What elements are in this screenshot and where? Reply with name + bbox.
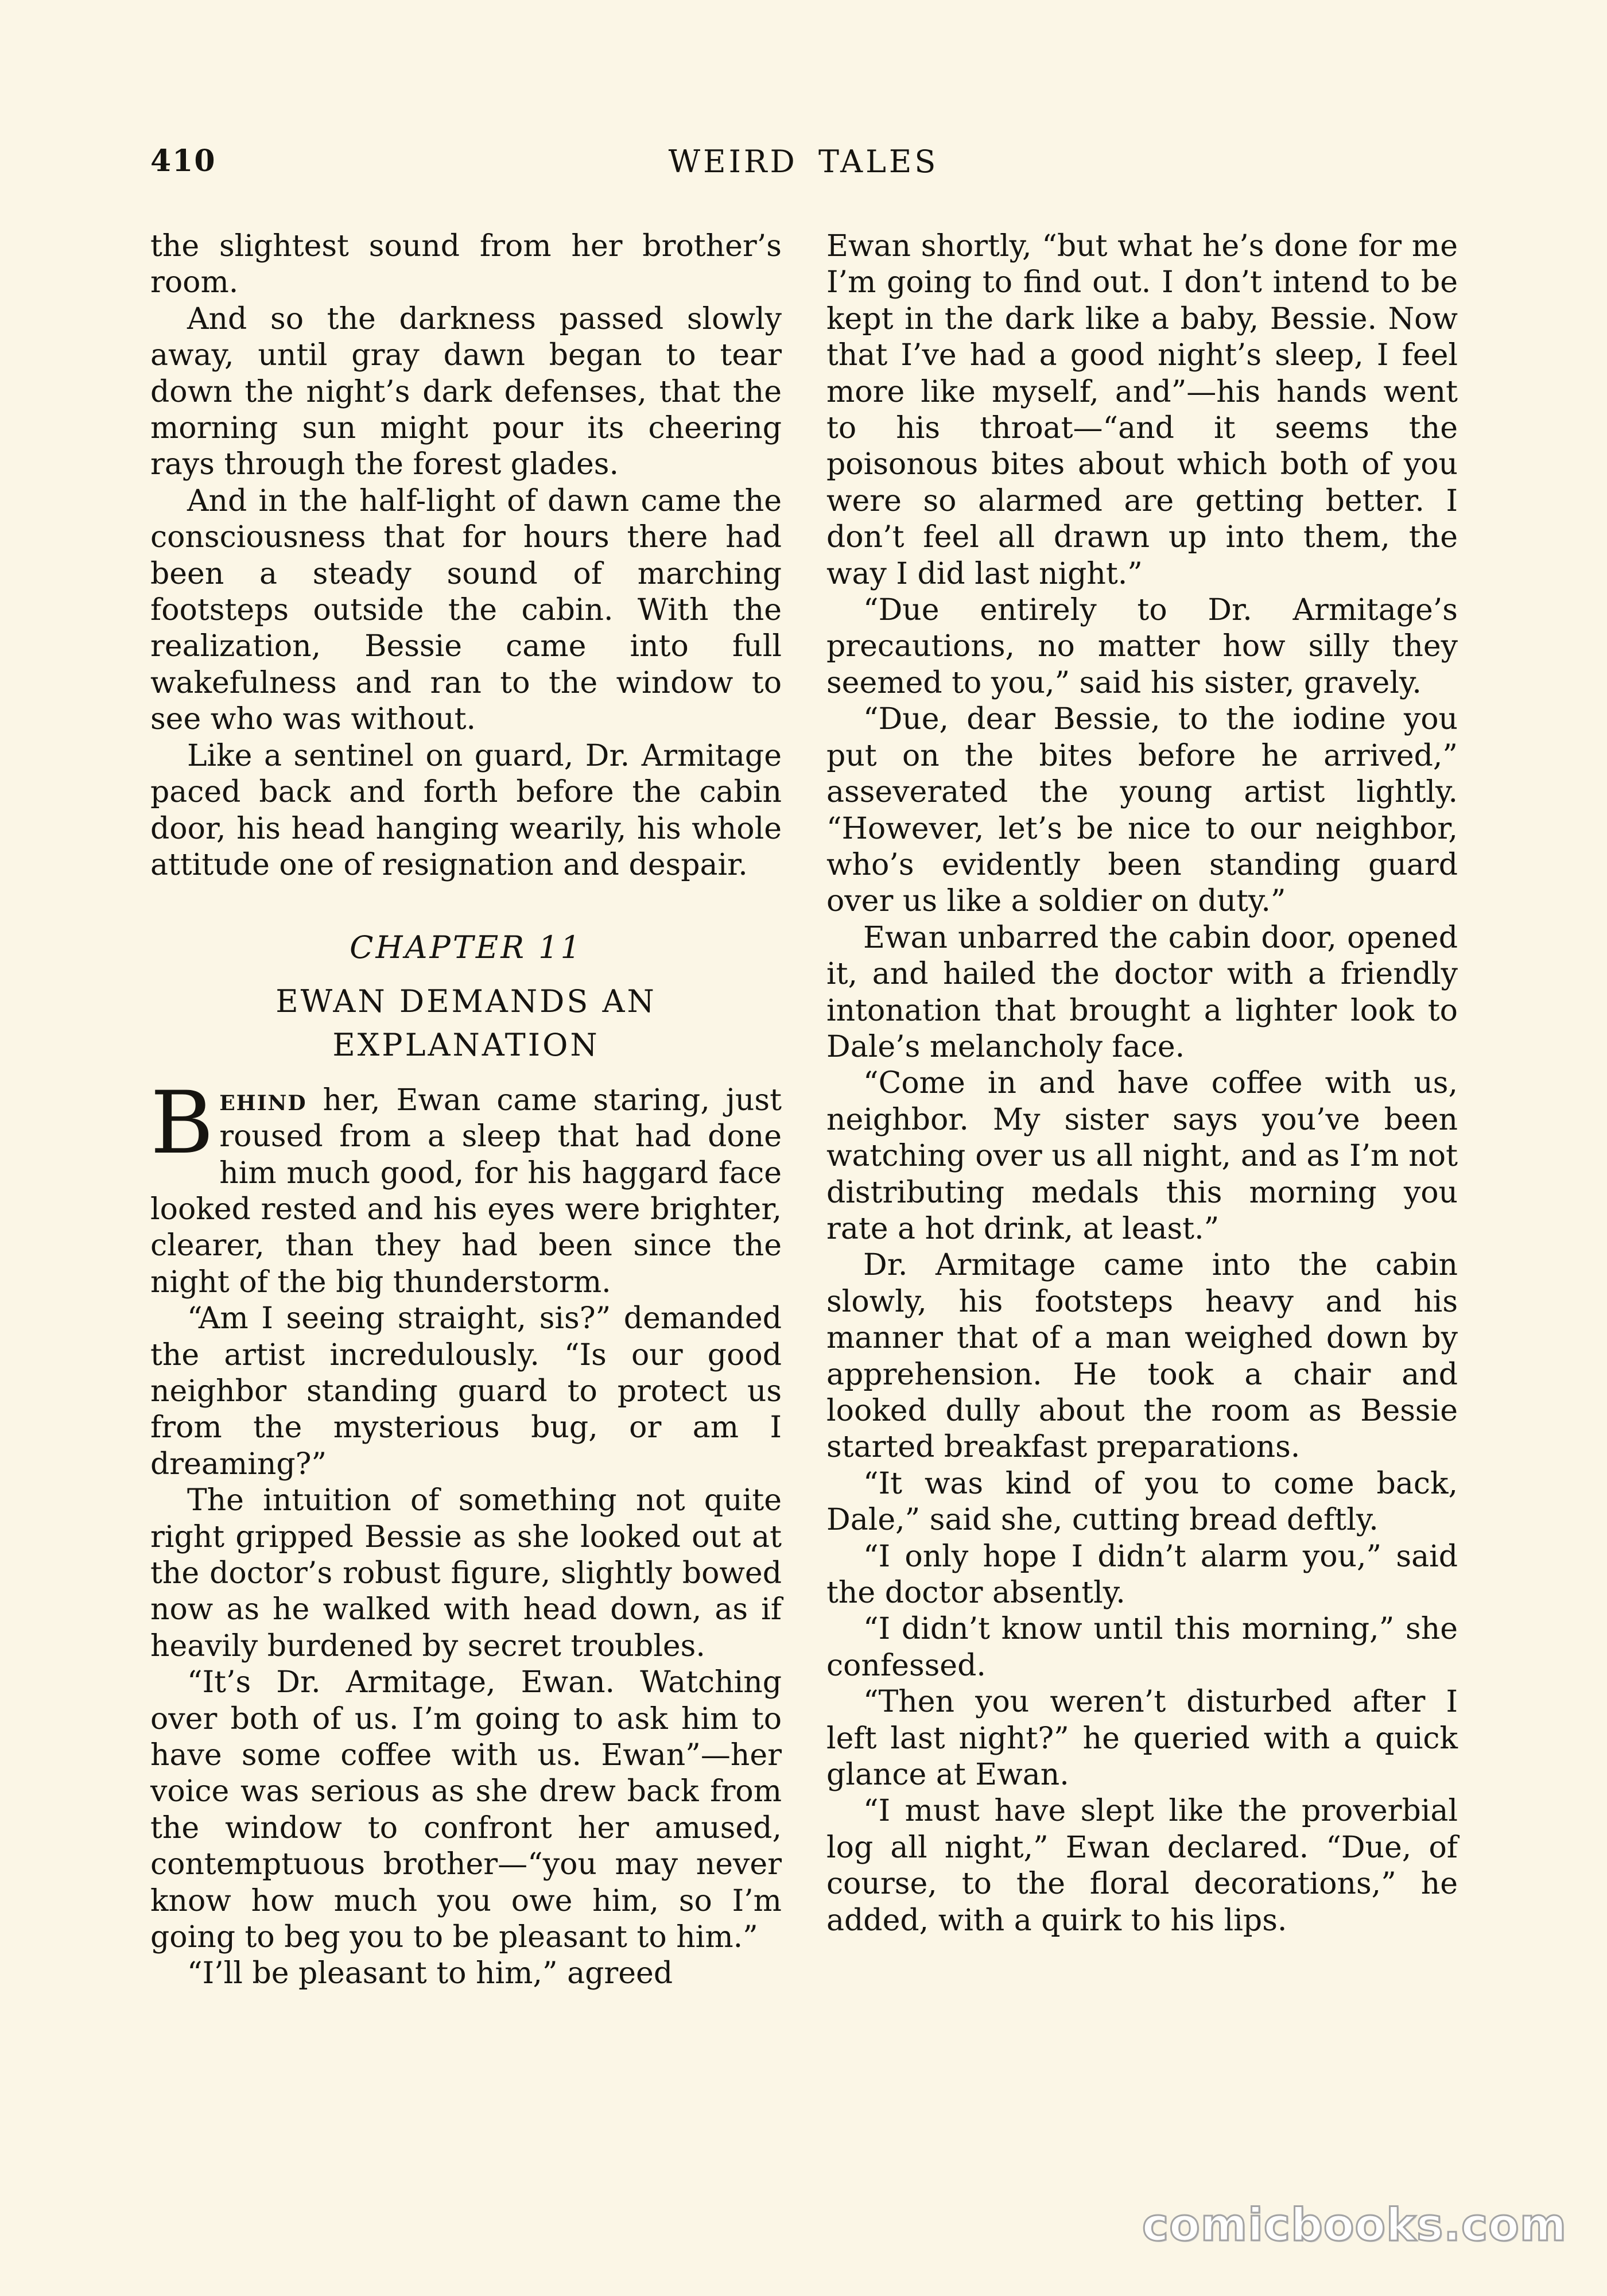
paragraph: “Due entirely to Dr. Armitage’s precautions, no matter how silly they seemed to you,” said his sister, gravely. [826, 593, 1458, 700]
paragraph: Dr. Armitage came into the cabin slowly, his footsteps heavy and his manner that of a man weighed down by apprehension. He took a chair and looked dully about the room as Bessie started breakfast preparations. [826, 1248, 1458, 1465]
chapter-title-line: EXPLANATION [332, 1026, 600, 1063]
paragraph-text: her, Ewan came staring, just roused from a sleep that had done him much good, for his haggard face looked rested and his eyes were brighter, clearer, than they had been since the night of the big thunderstorm. [150, 1083, 782, 1300]
chapter-title-line: EWAN DEMANDS AN [275, 983, 657, 1019]
paragraph: “Am I seeing straight, sis?” demanded the artist incredulously. “Is our good neighbor standing guard to protect us from the mysterious bug, or am I dreaming?” [150, 1301, 782, 1481]
left-column [150, 228, 782, 1992]
magazine-title: WEIRD TALES [668, 144, 939, 180]
paragraph: Ewan unbarred the cabin door, opened it, and hailed the doctor with a friendly intonation that brought a lighter look to Dale’s melancholy face. [826, 920, 1458, 1064]
paragraph: “I didn’t know until this morning,” she confessed. [826, 1612, 1458, 1683]
paragraph: Like a sentinel on guard, Dr. Armitage paced back and forth before the cabin door, his head hanging wearily, his whole attitude one of resignation and despair. [150, 738, 782, 882]
paragraph: And so the darkness passed slowly away, until gray dawn began to tear down the night’s dark defenses, that the morning sun might pour its cheering rays through the forest glades. [150, 301, 782, 482]
chapter-number: CHAPTER 11 [350, 929, 583, 966]
paragraph: “Due, dear Bessie, to the iodine you put on the bites before he arrived,” asseverated the young artist lightly. “However, let’s be nice to our neighbor, who’s evidently been standing guard over us like a soldier on duty.” [826, 702, 1458, 919]
watermark-logo: comicbooks.com [1142, 2200, 1567, 2251]
paragraph: “It was kind of you to come back, Dale,” said she, cutting bread deftly. [826, 1466, 1458, 1538]
paragraph: “I’ll be pleasant to him,” agreed [187, 1956, 673, 1991]
paragraph: “Then you weren’t disturbed after I left last night?” he queried with a quick glance at Ewan. [826, 1685, 1458, 1793]
paragraph: “It’s Dr. Armitage, Ewan. Watching over both of us. I’m going to ask him to have some coffee with us. Ewan”—her voice was serious as she drew back from the window to confront her amused, contemptuous brother—“you may never know how much you owe him, so I’m going to beg you to be pleasant to him.” [150, 1665, 782, 1955]
paragraph: “I must have slept like the proverbial log all night,” Ewan declared. “Due, of course, to the floral decorations,” he added, with a quirk to his lips. [826, 1794, 1458, 1938]
chapter-title [150, 980, 782, 1067]
small-caps-lead: ehind [219, 1082, 307, 1118]
right-column [826, 228, 1458, 1939]
paragraph: Ewan shortly, “but what he’s done for me I’m going to find out. I don’t intend to be kept in the dark like a baby, Bessie. Now that I’ve had a good night’s sleep, I feel more like myself, and”—his hands went to his throat—“and it seems the poisonous bites about which both of you were so alarmed are getting better. I don’t feel all drawn up into them, the way I did last night.” [826, 229, 1458, 591]
paragraph: “Come in and have coffee with us, neighbor. My sister says you’ve been watching over us all night, and as I’m not distributing medals this morning you rate a hot drink, at least.” [826, 1066, 1458, 1246]
page-number: 410 [150, 144, 216, 179]
paragraph: the slightest sound from her brother’s room. [150, 229, 782, 300]
running-head [150, 144, 1457, 189]
opening-paragraph [150, 1073, 782, 1301]
paragraph: And in the half-light of dawn came the consciousness that for hours there had been a steady sound of marching footsteps outside the cabin. With the realization, Bessie came into full wakefulness and ran to the window to see who was without. [150, 483, 782, 737]
paragraph: The intuition of something not quite right gripped Bessie as she looked out at the doctor’s robust figure, slightly bowed now as he walked with head down, as if heavily burdened by secret troubles. [150, 1483, 782, 1663]
paragraph: “I only hope I didn’t alarm you,” said the doctor absently. [826, 1539, 1458, 1611]
drop-cap: B [150, 1073, 214, 1173]
